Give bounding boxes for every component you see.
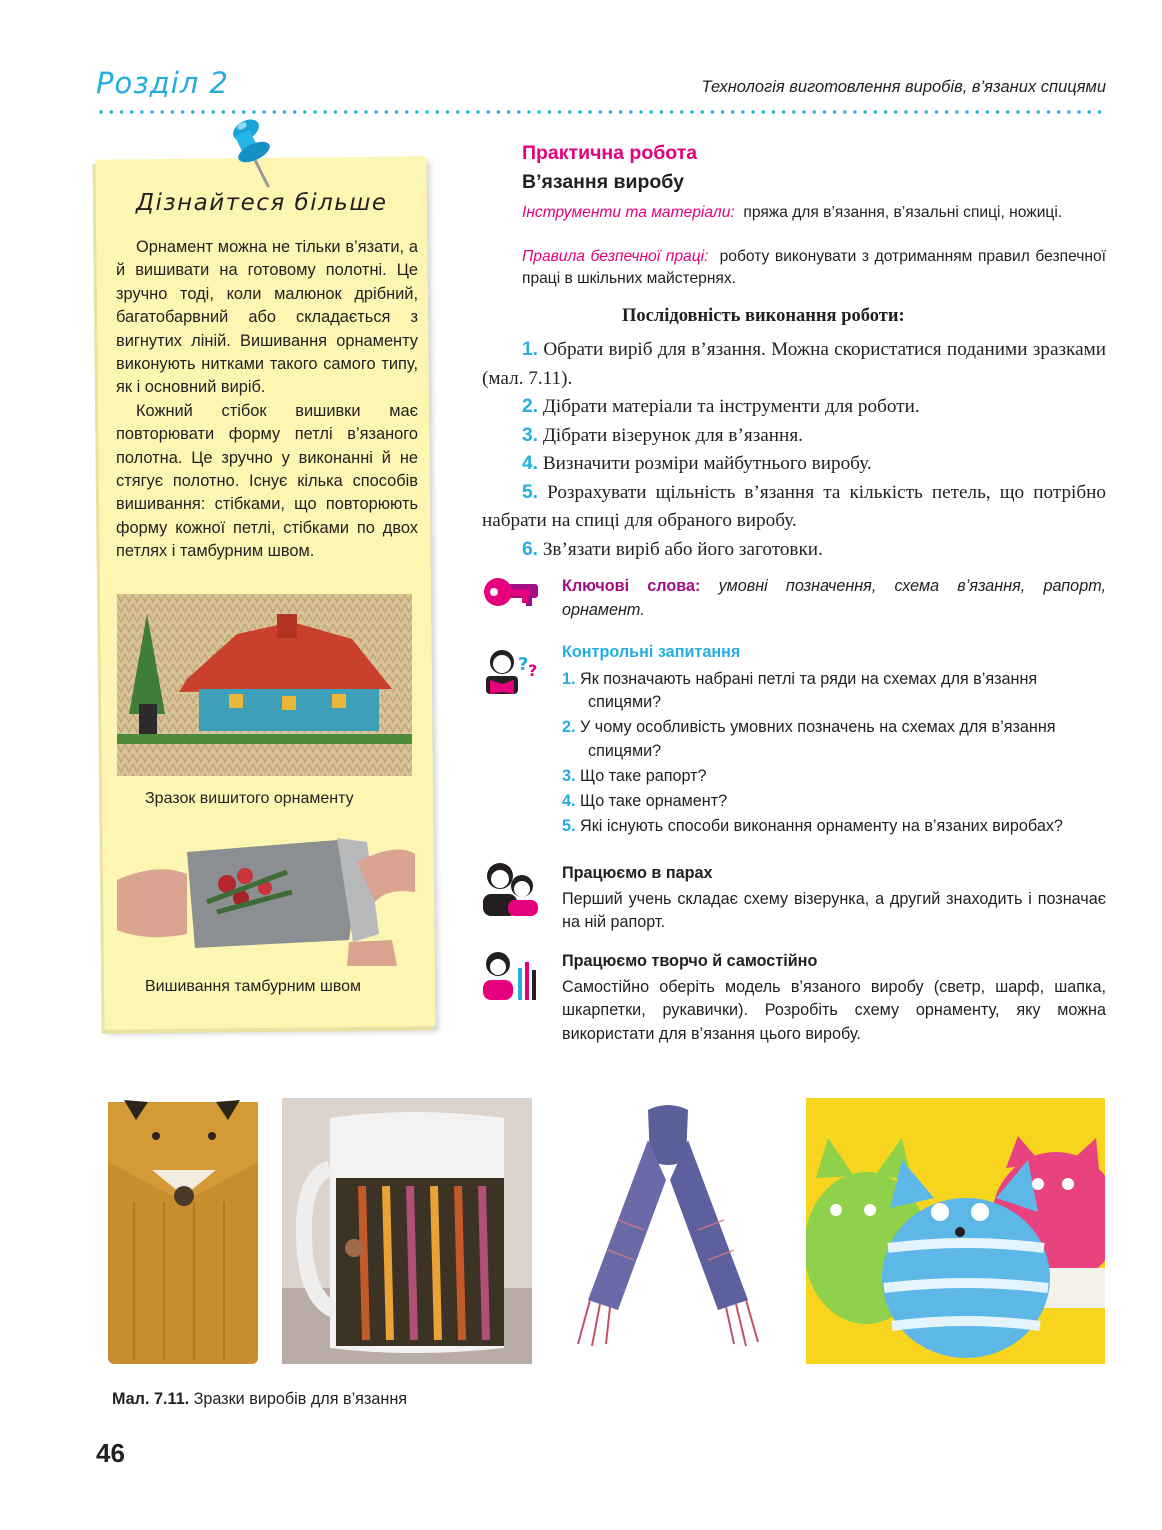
figure-label: Мал. 7.11. (112, 1390, 190, 1408)
steps-list (482, 336, 1106, 564)
keywords-paragraph (562, 574, 1106, 622)
sequence-title: Послідовність виконання роботи: (622, 306, 905, 326)
step-item: 2. Дібрати матеріали та інструменти для роботи. (522, 396, 920, 417)
pairs-title: Працюємо в парах (562, 864, 713, 882)
tools-paragraph (522, 202, 1106, 224)
practical-work-subtitle: В’язання виробу (522, 171, 684, 193)
chapter-label: Розділ 2 (96, 66, 229, 100)
tools-text: пряжа для в’язання, в’язальні спиці, ножиці. (743, 204, 1063, 221)
question-item: 5. Які існують способи виконання орнаменту на в’язаних виробах? (562, 817, 1063, 836)
safety-label: Правила безпечної праці: (522, 248, 709, 265)
student-reading-icon (480, 646, 542, 696)
page-number: 46 (96, 1438, 125, 1468)
keywords-label: Ключові слова: (562, 577, 701, 595)
step-item: 3. Дібрати візерунок для в’язання. (522, 424, 803, 446)
running-head: Технологія виготовлення виробів, в’язаних спицями (701, 78, 1106, 96)
creative-text: Самостійно оберіть модель в’язаного виробу (светр, шарф, шапка, шкарпетки, рукавички). Розробіть схему орнаменту, яку можна використати для в’язання цього виробу. (562, 978, 1106, 1043)
question-item: 1. Як позначають набрані петлі та ряди на схемах для в’язання спицями? (562, 670, 1038, 712)
tools-label: Інструменти та матеріали: (522, 204, 735, 221)
question-item: 2. У чому особливість умовних позначень на схемах для в’язання спицями? (562, 718, 1056, 760)
embroidered-ornament-photo (117, 594, 412, 776)
note-title: Дізнайтеся більше (136, 190, 388, 216)
photo1-caption: Зразок вишитого орнаменту (145, 790, 354, 807)
knitted-phone-case-photo (104, 1092, 264, 1368)
step-item: 5. Розрахувати щільність в’язання та кількість петель, що потрібно набрати на спиці для обраного виробу. (482, 481, 1107, 531)
safety-text: роботу виконувати з дотриманням правил безпечної праці в шкільних майстернях. (522, 248, 1106, 287)
keys-icon (480, 574, 542, 614)
svg-text:?: ? (518, 654, 529, 675)
questions-list (562, 668, 1106, 838)
practical-work-title: Практична робота (522, 142, 698, 164)
note-paragraph: Кожний стібок вишивки має повторювати форму петлі в’язаного полотна. Це зручно у виконанні й не стягує полотно. Існує кілька способів вишивання: стібками, що повторюють форму кожної петлі, стібками по двох петлях і тамбурним швом. (116, 401, 418, 561)
pairs-text: Перший учень складає схему візерунка, а другий знаходить і позначає на ній рапорт. (562, 890, 1106, 932)
pushpin-icon (220, 112, 280, 192)
step-item: 1. Обрати виріб для в’язання. Можна скористатися поданими зразками (мал. 7.11). (482, 339, 1106, 389)
note-text (116, 236, 418, 564)
pair-work-icon (480, 860, 544, 916)
step-item: 6. Зв’язати виріб або його заготовки. (522, 538, 823, 560)
figure-caption (112, 1390, 407, 1409)
knitted-scarf-photo (548, 1100, 788, 1346)
note-paragraph: Орнамент можна не тільки в’язати, а й вишивати на готовому полотні. Це зручно тоді, коли малюнок дрібний, багатобарвний або складається з вигнутих ліній. Вишивання орнаменту виконують нитками такого самого типу, як і основний виріб. (116, 238, 418, 397)
svg-text:?: ? (528, 661, 538, 680)
creative-title: Працюємо творчо й самостійно (562, 952, 818, 970)
figure-caption-text: Зразки виробів для в’язання (193, 1390, 408, 1408)
tambour-stitch-glove-photo (117, 822, 415, 966)
question-item: 3. Що таке рапорт? (562, 766, 707, 785)
photo2-caption: Вишивання тамбурним швом (145, 978, 362, 995)
questions-title: Контрольні запитання (562, 643, 741, 661)
creative-work-icon (480, 950, 542, 1000)
question-item: 4. Що таке орнамент? (562, 792, 728, 811)
knitted-cats-photo (806, 1098, 1105, 1364)
keywords-text: умовні позначення, схема в’язання, рапорт, орнамент. (562, 577, 1106, 619)
safety-paragraph (522, 246, 1106, 290)
knitted-mug-cozy-photo (282, 1098, 532, 1364)
step-item: 4. Визначити розміри майбутнього виробу. (522, 453, 872, 474)
